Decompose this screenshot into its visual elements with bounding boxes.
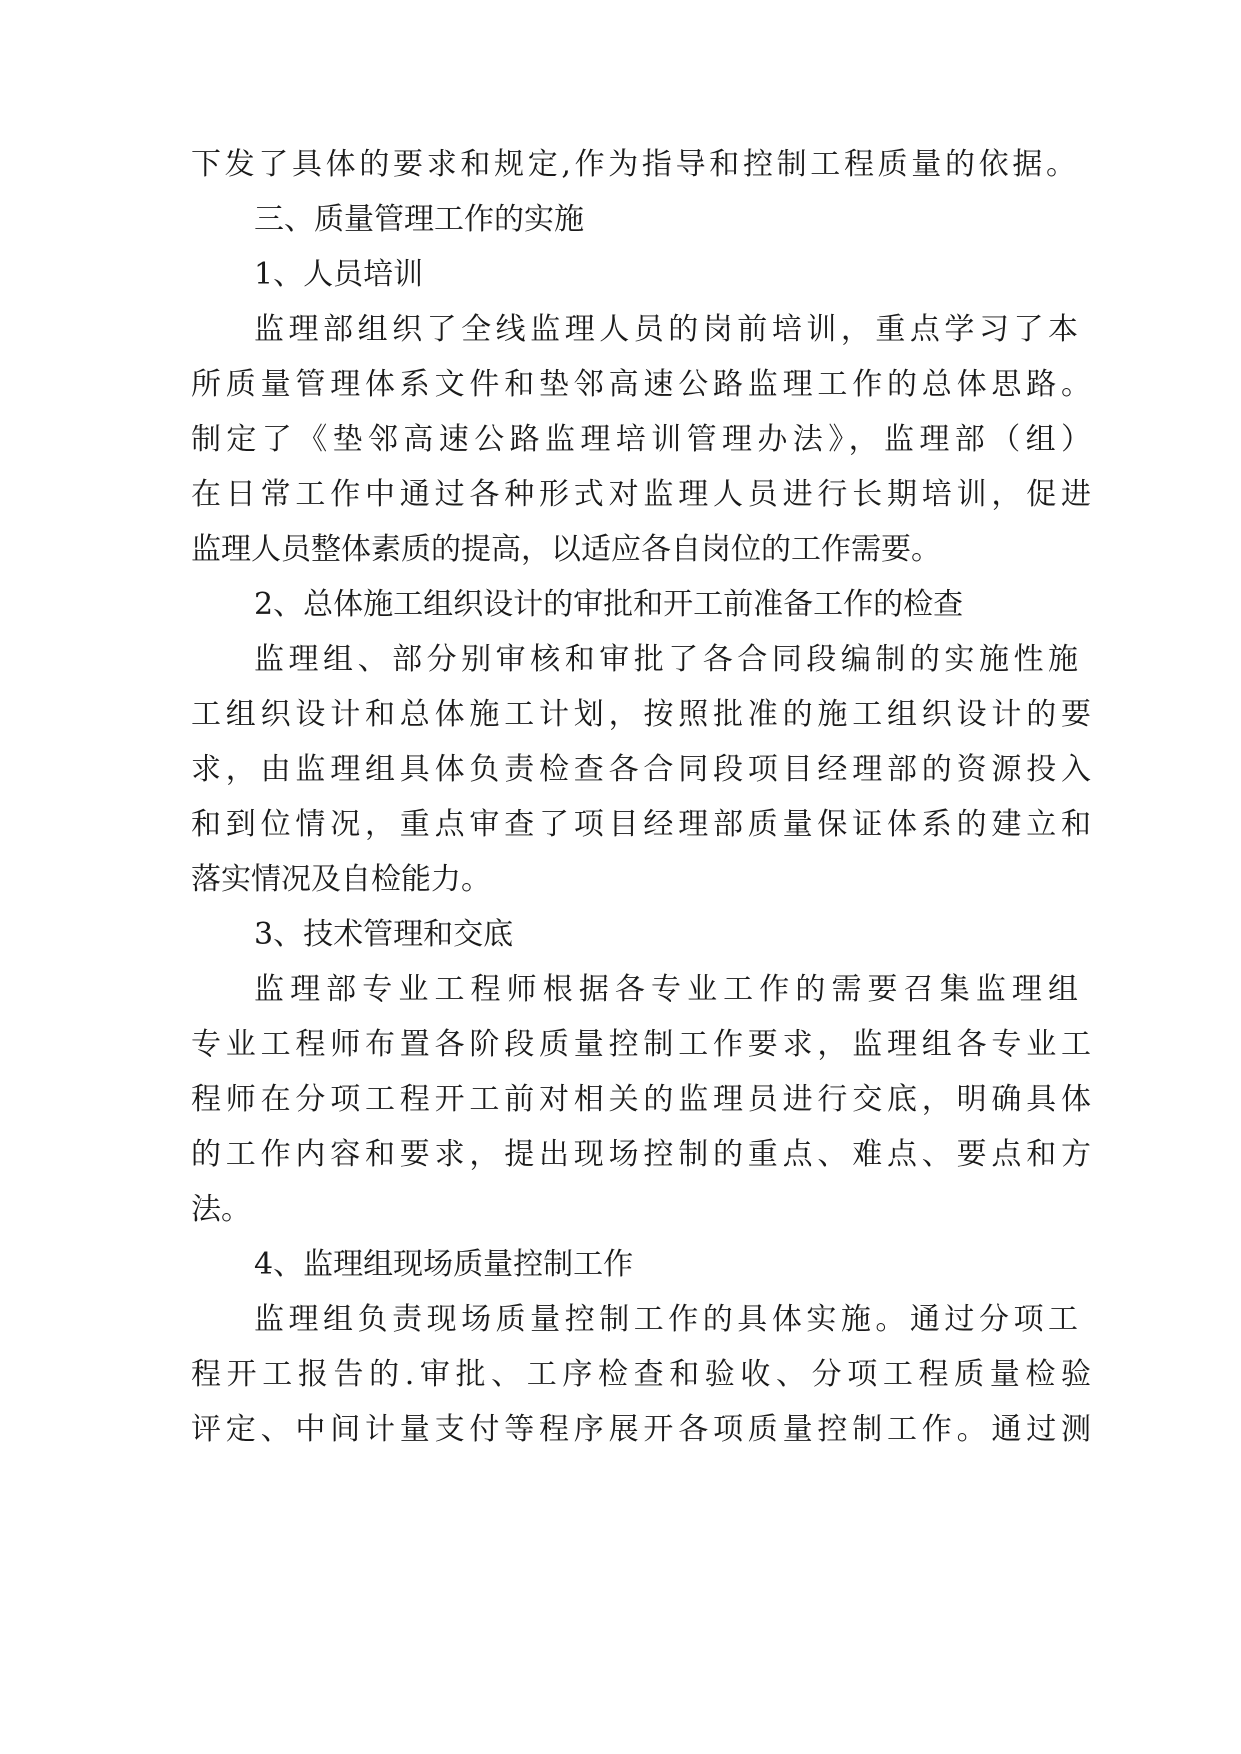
text-line: 落实情况及自检能力。 [191,862,491,897]
text-line: 监理部专业工程师根据各专业工作的需要召集监理组 [254,972,1078,1007]
text-line: 监理人员整体素质的提高，以适应各自岗位的工作需要。 [191,532,941,567]
text-line: 程师在分项工程开工前对相关的监理员进行交底，明确具体 [191,1082,1091,1117]
text-line: 下发了具体的要求和规定,作为指导和控制工程质量的依据。 [191,147,1076,182]
text-line: 监理组负责现场质量控制工作的具体实施。通过分项工 [254,1302,1078,1337]
text-line: 在日常工作中通过各种形式对监理人员进行长期培训，促进 [191,477,1091,512]
text-line: 工组织设计和总体施工计划，按照批准的施工组织设计的要 [191,697,1091,732]
subsection-heading: 2、总体施工组织设计的审批和开工前准备工作的检查 [254,587,964,622]
text-line: 制定了《垫邻高速公路监理培训管理办法》，监理部（组） [191,422,1091,457]
subsection-heading: 3、技术管理和交底 [254,917,514,952]
subsection-heading: 1、人员培训 [254,257,424,292]
text-line: 评定、中间计量支付等程序展开各项质量控制工作。通过测 [191,1412,1091,1447]
subsection-heading: 4、监理组现场质量控制工作 [254,1247,634,1282]
text-line: 程开工报告的.审批、工序检查和验收、分项工程质量检验 [191,1357,1091,1392]
text-line: 所质量管理体系文件和垫邻高速公路监理工作的总体思路。 [191,367,1091,402]
section-heading: 三、质量管理工作的实施 [254,202,584,237]
text-line: 法。 [191,1192,251,1227]
text-line: 求，由监理组具体负责检查各合同段项目经理部的资源投入 [191,752,1091,787]
text-line: 专业工程师布置各阶段质量控制工作要求，监理组各专业工 [191,1027,1091,1062]
text-line: 监理部组织了全线监理人员的岗前培训，重点学习了本 [254,312,1078,347]
text-line: 监理组、部分别审核和审批了各合同段编制的实施性施 [254,642,1078,677]
text-line: 的工作内容和要求，提出现场控制的重点、难点、要点和方 [191,1137,1091,1172]
text-line: 和到位情况，重点审查了项目经理部质量保证体系的建立和 [191,807,1091,842]
